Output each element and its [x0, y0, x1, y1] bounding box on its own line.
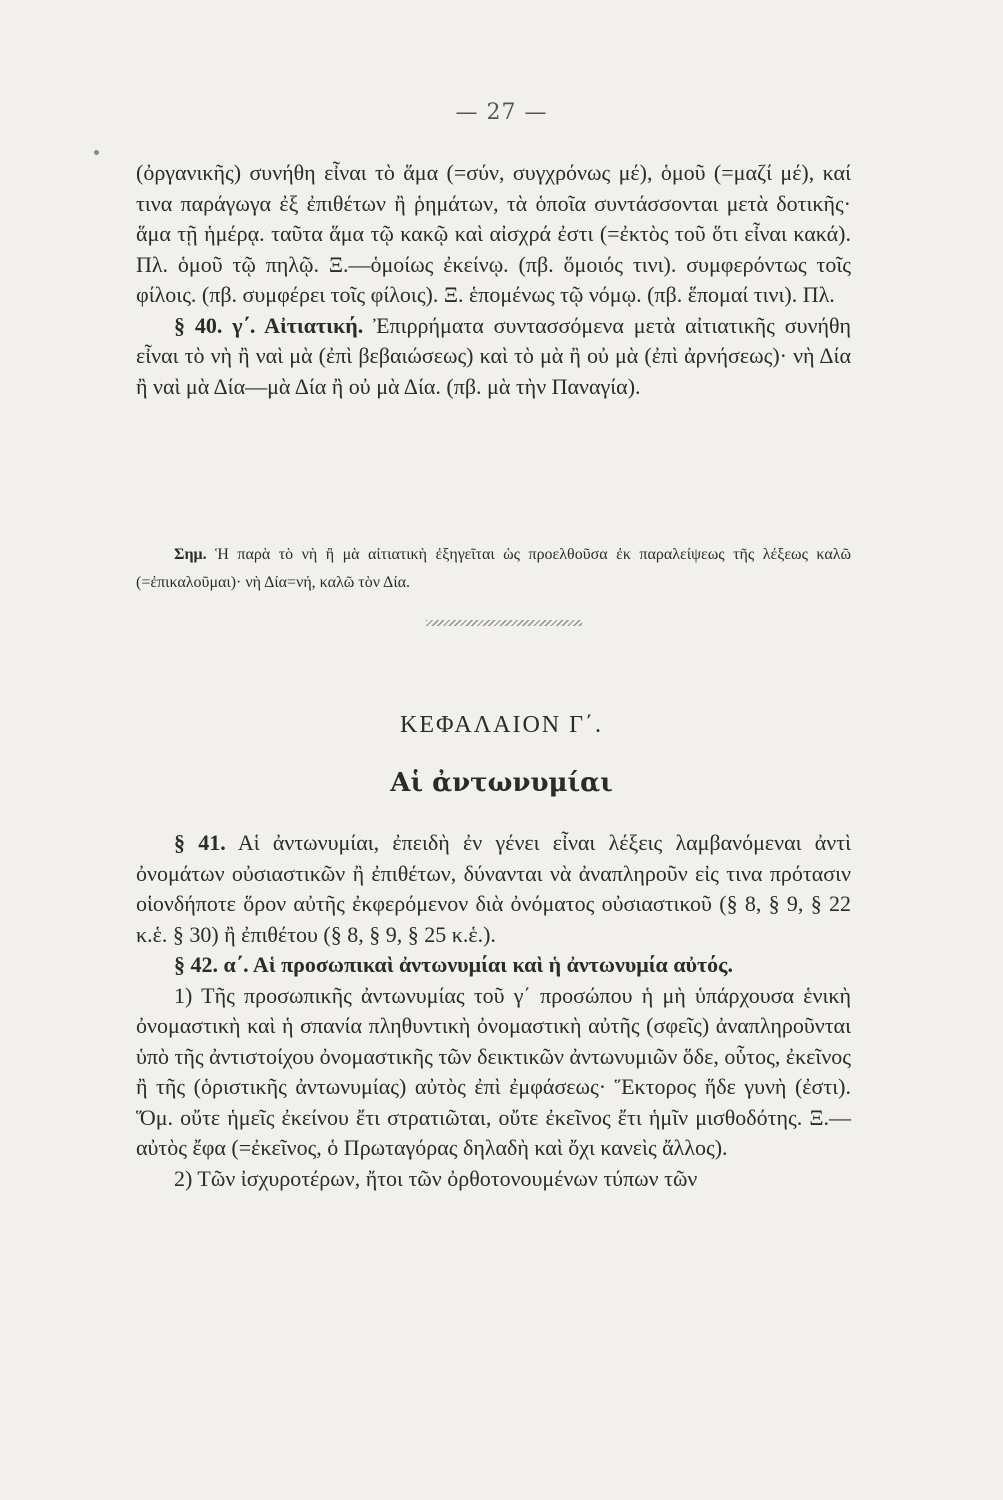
text-block-top: [136, 158, 851, 402]
section-40-text: Ἐπιρρήματα συντασσόμενα μετὰ αἰτιατικῆς συνήθη εἶναι τὸ νὴ ἢ ναὶ μὰ (ἐπὶ βεβαιώσεως) καὶ τὸ μὰ ἢ οὐ μὰ (ἐπὶ ἀρνήσεως)· νὴ Δία ἢ ναὶ μὰ Δία—μὰ Δία ἢ οὐ μὰ Δία. (πβ. μὰ τὴν Παναγία).: [136, 312, 852, 399]
note-label: Σημ.: [174, 546, 207, 563]
section-42-heading: α΄. Αἱ προσωπικαὶ ἀντωνυμίαι καὶ ἡ ἀντωνυμία αὐτός.: [223, 952, 733, 977]
decorative-divider: [426, 620, 582, 626]
margin-mark: [94, 150, 99, 155]
section-41: [136, 828, 851, 950]
text-block-chapter: [136, 828, 851, 1194]
note: [136, 541, 851, 597]
section-40-number: § 40.: [174, 312, 223, 338]
page-number: — 27 —: [455, 100, 548, 125]
section-41-text: Αἱ ἀντωνυμίαι, ἐπειδὴ ἐν γένει εἶναι λέξεις λαμβανόμεναι ἀντὶ ὀνομάτων οὐσιαστικῶν ἢ ἐπιθέτων, δύνανται νὰ ἀναπληροῦν εἰς τινα πρότασιν οἱονδήποτε ὅρον αὐτῆς ἐκφερόμενον διὰ ὀνόματος οὐσιαστικοῦ (§ 8, § 9, § 22 κ.ἑ. § 30) ἢ ἐπιθέτου (§ 8, § 9, § 25 κ.ἑ.).: [136, 830, 852, 947]
section-41-number: § 41.: [174, 830, 226, 855]
chapter-subtitle: Αἱ ἀντωνυμίαι: [390, 768, 613, 798]
paragraph-continuation: (ὀργανικῆς) συνήθη εἶναι τὸ ἅμα (=σύν, συγχρόνως μέ), ὁμοῦ (=μαζί μέ), καί τινα παράγωγα ἐξ ἐπιθέτων ἢ ῥημάτων, τὰ ὁποῖα συντάσσονται μετὰ δοτικῆς· ἅμα τῇ ἡμέρᾳ. ταῦτα ἅμα τῷ κακῷ καὶ αἰσχρά ἐστι (=ἐκτὸς τοῦ ὅτι εἶναι κακά). Πλ. ὁμοῦ τῷ πηλῷ. Ξ.—ὁμοίως ἐκείνῳ. (πβ. ὅμοιός τινι). συμφερόντως τοῖς φίλοις. (πβ. συμφέρει τοῖς φίλοις). Ξ. ἑπομένως τῷ νόμῳ. (πβ. ἕπομαί τινι). Πλ.: [136, 160, 851, 307]
note-text: Ἡ παρὰ τὸ νὴ ἢ μὰ αἰτιατικὴ ἐξηγεῖται ὡς προελθοῦσα ἐκ παραλείψεως τῆς λέξεως καλῶ (=ἐπικαλοῦμαι)· νὴ Δία=νή, καλῶ τὸν Δία.: [136, 546, 851, 591]
note-block: [136, 541, 851, 597]
section-42-number: § 42.: [174, 952, 218, 977]
section-42: [136, 950, 851, 981]
chapter-title: ΚΕΦΑΛΑΙΟΝ Γ΄.: [400, 712, 603, 738]
section-40-heading: γ΄. Αἰτιατική.: [232, 312, 364, 338]
section-40: [136, 311, 851, 403]
section-42-paragraph-2: 2) Τῶν ἰσχυροτέρων, ἤτοι τῶν ὀρθοτονουμένων τύπων τῶν: [174, 1165, 698, 1191]
section-42-paragraph-1: 1) Τῆς προσωπικῆς ἀντωνυμίας τοῦ γ΄ προσώπου ἡ μὴ ὑπάρχουσα ἑνικὴ ὀνομαστικὴ καὶ ἡ σπανία πληθυντικὴ ὀνομαστικὴ αὐτῆς (σφεῖς) ἀναπληροῦνται ὑπὸ τῆς ἀντιστοίχου ὀνομαστικῆς τῶν δεικτικῶν ἀντωνυμιῶν ὅδε, οὗτος, ἐκεῖνος ἢ τῆς (ὁριστικῆς ἀντωνυμίας) αὐτὸς ἐπὶ ἐμφάσεως· Ἕκτορος ἥδε γυνὴ (ἐστι). Ὅμ. οὔτε ἡμεῖς ἐκείνου ἔτι στρατιῶται, οὔτε ἐκεῖνος ἔτι ἡμῖν μισθοδότης. Ξ.—αὐτὸς ἔφα (=ἐκεῖνος, ὁ Πρωταγόρας δηλαδὴ καὶ ὄχι κανεὶς ἄλλος).: [136, 982, 851, 1160]
